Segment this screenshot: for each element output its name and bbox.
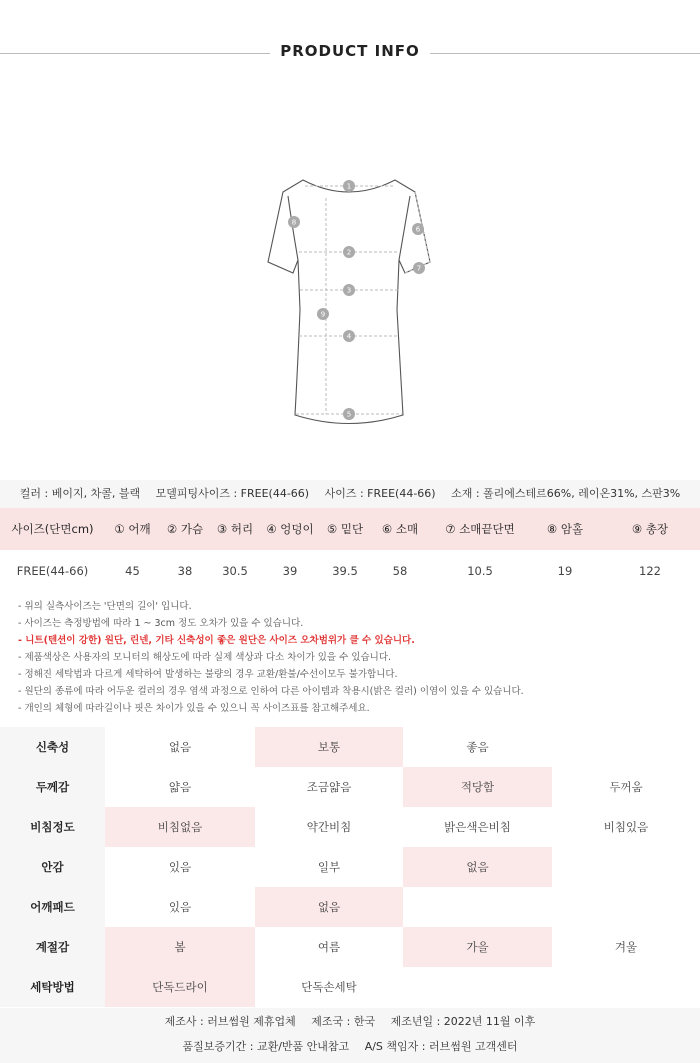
size-header-cell: ② 가슴: [160, 508, 210, 550]
attr-label: 계절감: [0, 927, 105, 967]
note-item: - 사이즈는 측정방법에 따라 1 ~ 3cm 정도 오차가 있을 수 있습니다.: [18, 618, 304, 629]
attr-option-selected: 적당함: [403, 767, 552, 807]
page-title: PRODUCT INFO: [280, 42, 420, 60]
attr-option: 있음: [168, 900, 192, 914]
attr-option: 비침있음: [603, 820, 649, 834]
model-size-info: 모델피팅사이즈 : FREE(44-66): [155, 487, 310, 500]
manufacturer-info: [0, 1008, 700, 1063]
dress-size-diagram: [0, 170, 700, 430]
material-info: 소재 : 폴리에스테르66%, 레이온31%, 스판3%: [451, 487, 681, 500]
footer-line-2: [0, 1036, 700, 1058]
fabric-attributes-table: [0, 727, 700, 1007]
size-header-cell: ⑦ 소매끝단면: [430, 508, 530, 550]
size-header-cell: ① 어깨: [105, 508, 160, 550]
marker-7-label: 7: [416, 264, 422, 273]
maker-info: 제조사 : 러브썸원 제휴업체: [164, 1015, 296, 1028]
size-cell: 39.5: [332, 564, 358, 578]
size-table-header: [0, 508, 700, 550]
attr-label: 어깨패드: [0, 887, 105, 927]
attr-option: 겨울: [614, 940, 638, 954]
marker-4-label: 4: [346, 332, 352, 341]
size-table: [0, 508, 700, 592]
attr-option-selected: 봄: [105, 927, 255, 967]
table-row: [0, 927, 700, 967]
marker-5-label: 5: [346, 410, 352, 419]
attr-option: [552, 887, 700, 927]
size-cell: 58: [392, 564, 408, 578]
note-item: - 개인의 체형에 따라길이나 핏은 차이가 있을 수 있으니 꼭 사이즈표를 참고해주세요.: [18, 703, 370, 714]
warranty-info: 품질보증기간 : 교환/반품 안내참고: [182, 1040, 350, 1053]
size-header-cell: ④ 엉덩이: [260, 508, 320, 550]
size-info: 사이즈 : FREE(44-66): [324, 487, 436, 500]
footer-line-1: [0, 1011, 700, 1033]
size-header-cell: ⑤ 밑단: [320, 508, 370, 550]
product-info-header: [0, 40, 700, 66]
size-cell: 45: [125, 564, 140, 578]
attr-option: 없음: [168, 740, 192, 754]
size-cell: 38: [177, 564, 193, 578]
country-info: 제조국 : 한국: [311, 1015, 376, 1028]
attr-label: 신축성: [0, 727, 105, 767]
marker-8-label: 8: [291, 218, 297, 227]
attr-option: [552, 967, 700, 1007]
marker-9-label: 9: [320, 310, 326, 319]
attr-option: [552, 847, 700, 887]
note-item-warning: - 니트(텐션이 강한) 원단, 린넨, 기타 신축성이 좋은 원단은 사이즈 오차범위가 클 수 있습니다.: [18, 635, 415, 646]
table-row: [0, 550, 700, 592]
attr-option: 얇음: [168, 780, 192, 794]
note-item: - 정해진 세탁법과 다르게 세탁하여 발생하는 불량의 경우 교환/환불/수선이모두 불가합니다.: [18, 669, 398, 680]
attr-option: 단독손세탁: [301, 980, 357, 994]
attr-option: 좋음: [466, 740, 489, 754]
attr-option: 일부: [317, 860, 341, 874]
marker-6-label: 6: [415, 225, 421, 234]
attr-option-selected: 없음: [403, 847, 552, 887]
size-cell: 19: [557, 564, 573, 578]
attr-label: 두께감: [0, 767, 105, 807]
attr-option: 밝은색은비침: [444, 820, 511, 834]
marker-3-label: 3: [346, 286, 352, 295]
note-item: - 원단의 종류에 따라 어두운 컬러의 경우 염색 과정으로 인하여 다른 아이템과 착용시(밝은 컬러) 이염이 있을 수 있습니다.: [18, 686, 524, 697]
size-cell: FREE(44-66): [16, 564, 89, 578]
attr-option-selected: 단독드라이: [105, 967, 255, 1007]
attr-option: 두꺼움: [609, 780, 643, 794]
attr-label: 안감: [0, 847, 105, 887]
table-row: [0, 727, 700, 767]
note-item: - 위의 실측사이즈는 '단면의 길이' 입니다.: [18, 601, 192, 612]
attr-option-selected: 보통: [255, 727, 403, 767]
size-header-cell: ⑧ 암홀: [530, 508, 600, 550]
size-cell: 39: [282, 564, 298, 578]
size-cell: 30.5: [222, 564, 248, 578]
attr-option-selected: 비침없음: [105, 807, 255, 847]
attr-option-selected: 가을: [403, 927, 552, 967]
size-header-cell: ⑥ 소매: [370, 508, 430, 550]
attr-option: [403, 887, 552, 927]
attr-option: 조금얇음: [306, 780, 352, 794]
color-info: 컬러 : 베이지, 차콜, 블랙: [19, 487, 141, 500]
attr-option-selected: 없음: [255, 887, 403, 927]
marker-1-label: 1: [346, 182, 352, 191]
table-row: [0, 887, 700, 927]
note-item: - 제품색상은 사용자의 모니터의 해상도에 따라 실제 색상과 다소 차이가 있을 수 있습니다.: [18, 652, 392, 663]
attr-option: [403, 967, 552, 1007]
attr-option: [552, 727, 700, 767]
size-header-cell: 사이즈(단면cm): [0, 508, 105, 550]
date-info: 제조년일 : 2022년 11월 이후: [390, 1015, 536, 1028]
as-info: A/S 책임자 : 러브썸원 고객센터: [364, 1040, 518, 1053]
attr-option: 여름: [317, 940, 341, 954]
table-row: [0, 847, 700, 887]
product-summary-bar: [0, 480, 700, 508]
size-cell: 10.5: [467, 564, 493, 578]
size-header-cell: ③ 허리: [210, 508, 260, 550]
attr-option: 약간비침: [306, 820, 352, 834]
size-cell: 122: [639, 564, 661, 578]
size-header-cell: ⑨ 총장: [600, 508, 700, 550]
table-row: [0, 807, 700, 847]
attr-label: 세탁방법: [0, 967, 105, 1007]
table-row: [0, 767, 700, 807]
attr-label: 비침정도: [0, 807, 105, 847]
marker-2-label: 2: [346, 248, 352, 257]
header-divider-right: [430, 53, 700, 54]
table-row: [0, 967, 700, 1007]
size-notes: [18, 598, 688, 717]
attr-option: 있음: [168, 860, 192, 874]
